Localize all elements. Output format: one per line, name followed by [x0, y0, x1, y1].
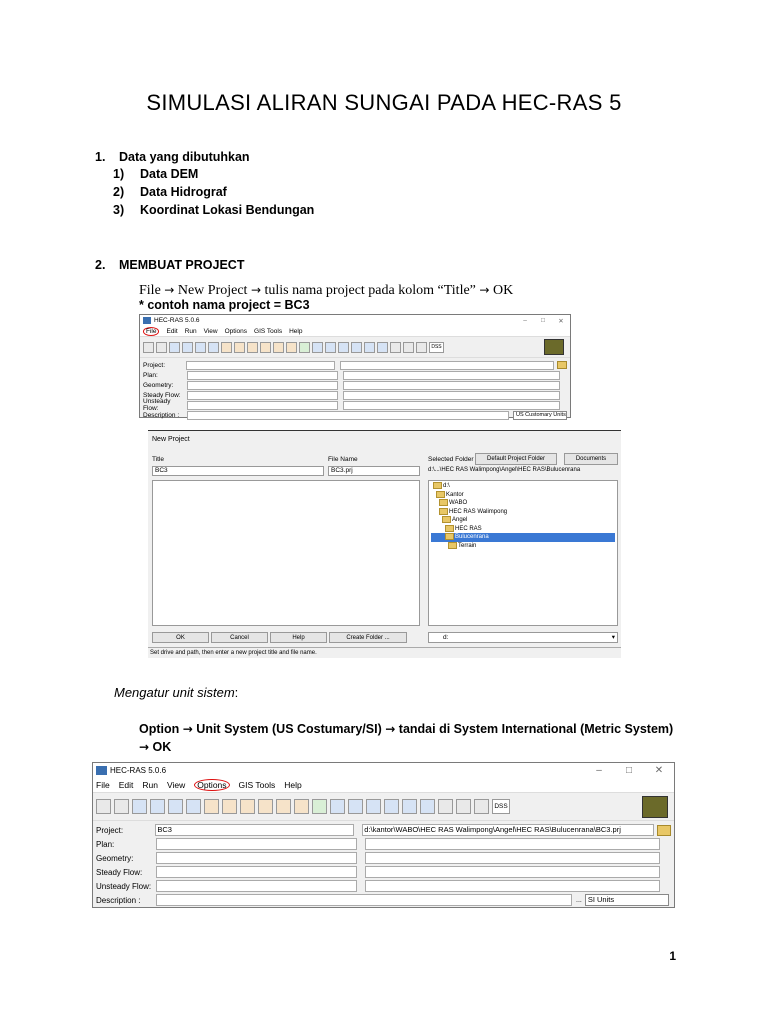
instruction-new-project: File → New Project → tulis nama project pada kolom “Title” → OK	[139, 283, 514, 298]
hec-ras-app-icon	[96, 766, 107, 775]
profile-plot-icon[interactable]	[325, 342, 336, 353]
description-more-button[interactable]: ...	[576, 896, 582, 904]
xs-plot-icon[interactable]	[330, 799, 345, 814]
dialog-title: New Project	[152, 436, 190, 443]
plan-label: Plan:	[143, 371, 158, 379]
dss-button[interactable]: DSS	[492, 799, 510, 814]
unsteady-flow-field	[187, 401, 338, 410]
unsteady-run-icon[interactable]	[247, 342, 258, 353]
plan-field	[156, 838, 357, 850]
steady-flow-path-field	[343, 391, 560, 400]
geometry-icon[interactable]	[132, 799, 147, 814]
folder-tree[interactable]	[428, 480, 618, 626]
new-project-dialog	[148, 430, 621, 658]
steady-flow-label: Steady Flow:	[143, 391, 181, 399]
project-label: Project:	[143, 361, 166, 369]
page-number: 1	[669, 949, 676, 963]
unsteady-flow-field	[156, 880, 357, 892]
usace-logo-icon	[544, 339, 564, 355]
menu-edit[interactable]: Edit	[166, 327, 178, 335]
title-bar	[140, 315, 570, 326]
maximize-icon[interactable]: □	[541, 316, 545, 324]
example-note: * contoh nama project = BC3	[139, 298, 310, 312]
unit-system-indicator: US Customary Units	[513, 411, 567, 420]
steady-flow-path-field	[365, 866, 660, 878]
menu-options[interactable]: Options	[224, 327, 248, 335]
description-label: Description :	[96, 895, 141, 905]
close-icon[interactable]: ✕	[558, 317, 564, 325]
tree-item[interactable]: d:\	[431, 482, 615, 491]
tree-item[interactable]: WABO	[431, 499, 615, 508]
close-icon[interactable]: ✕	[654, 765, 664, 776]
cancel-button[interactable]: Cancel	[211, 632, 268, 643]
water-quality-icon[interactable]	[204, 799, 219, 814]
tree-item[interactable]: Kantor	[431, 491, 615, 500]
open-folder-icon	[445, 533, 454, 540]
file-name-label: File Name	[328, 456, 358, 463]
folder-icon	[439, 499, 448, 506]
tree-item-selected[interactable]: Bulucenrana	[431, 533, 615, 542]
list-item: 2) Data Hidrograf	[113, 185, 227, 199]
menu-bar	[93, 778, 674, 792]
hydrograph-icon[interactable]	[377, 342, 388, 353]
unsteady-flow-label: Unsteady Flow:	[96, 881, 152, 891]
steady-flow-label: Steady Flow:	[96, 867, 143, 877]
section-1-heading: 1. Data yang dibutuhkan	[95, 150, 250, 164]
drive-select[interactable]: d: ▾	[428, 632, 618, 643]
status-bar: Set drive and path, then enter a new project title and file name.	[148, 647, 621, 658]
detail-table-icon[interactable]	[390, 342, 401, 353]
stage-flow-icon[interactable]	[402, 799, 417, 814]
documents-button[interactable]: Documents	[564, 453, 618, 465]
hec-ras-app-icon	[143, 317, 151, 324]
project-field: BC3	[155, 824, 354, 836]
unsteady-flow-label: Unsteady Flow:	[143, 398, 171, 412]
menu-edit[interactable]: Edit	[118, 780, 134, 790]
menu-file[interactable]: File	[96, 780, 110, 790]
tree-item[interactable]: Terrain	[431, 542, 615, 551]
geometry-label: Geometry:	[96, 853, 134, 863]
steady-flow-field	[156, 866, 357, 878]
folder-icon	[442, 516, 451, 523]
window-title: HEC-RAS 5.0.6	[110, 766, 167, 775]
tree-item[interactable]: Angel	[431, 516, 615, 525]
folder-icon[interactable]	[657, 825, 671, 836]
geometry-field	[187, 381, 338, 390]
title-input[interactable]: BC3	[152, 466, 324, 476]
minimize-icon[interactable]: –	[523, 316, 527, 324]
menu-view[interactable]: View	[203, 327, 218, 335]
unsteady-flow-icon[interactable]	[195, 342, 206, 353]
title-bar	[93, 763, 674, 778]
selected-folder-path: d:\...\HEC RAS Walimpong\Angel\HEC RAS\Bulucenrana	[428, 467, 581, 473]
hydrograph-icon[interactable]	[420, 799, 435, 814]
save-icon[interactable]	[114, 799, 129, 814]
description-label: Description :	[143, 411, 180, 419]
ok-button[interactable]: OK	[152, 632, 209, 643]
steady-flow-icon[interactable]	[150, 799, 165, 814]
menu-help[interactable]: Help	[284, 780, 302, 790]
menu-run[interactable]: Run	[184, 327, 197, 335]
xyz-plot-icon[interactable]	[384, 799, 399, 814]
profile-plot-icon[interactable]	[348, 799, 363, 814]
menu-gis-tools[interactable]: GIS Tools	[238, 780, 276, 790]
plan-path-field	[365, 838, 660, 850]
folder-icon	[439, 508, 448, 515]
steady-run-icon[interactable]	[234, 342, 245, 353]
tree-item[interactable]: HEC RAS Walimpong	[431, 508, 615, 517]
summary-icon[interactable]	[474, 799, 489, 814]
project-field	[186, 361, 335, 370]
unit-system-indicator: SI Units	[585, 894, 669, 906]
profile-table-icon[interactable]	[456, 799, 471, 814]
hydraulic-design-icon[interactable]	[276, 799, 291, 814]
toolbar	[140, 336, 570, 358]
rating-curve-icon[interactable]	[338, 342, 349, 353]
menu-view[interactable]: View	[166, 780, 186, 790]
geometry-path-field	[365, 852, 660, 864]
description-field[interactable]	[156, 894, 572, 906]
folder-icon	[445, 525, 454, 532]
open-icon[interactable]	[96, 799, 111, 814]
menu-options[interactable]: Options	[194, 779, 229, 791]
list-item: 1) Data DEM	[113, 167, 199, 181]
hydraulic-design-icon[interactable]	[273, 342, 284, 353]
description-field[interactable]	[187, 411, 509, 420]
usace-logo-icon	[642, 796, 668, 818]
plan-label: Plan:	[96, 839, 115, 849]
section-2-heading: 2. MEMBUAT PROJECT	[95, 258, 245, 272]
summary-icon[interactable]	[416, 342, 427, 353]
project-label: Project:	[96, 825, 124, 835]
project-path-field	[340, 361, 554, 370]
create-folder-button[interactable]: Create Folder ...	[329, 632, 407, 643]
title-label: Title	[152, 456, 165, 463]
unit-system-instruction-ok: → OK	[139, 740, 172, 754]
menu-help[interactable]: Help	[289, 327, 303, 335]
water-quality-icon[interactable]	[221, 342, 232, 353]
sediment-icon[interactable]	[208, 342, 219, 353]
quasi-run-icon[interactable]	[258, 799, 273, 814]
folder-icon	[436, 491, 445, 498]
dss-button[interactable]: DSS	[429, 342, 444, 353]
rating-curve-icon[interactable]	[366, 799, 381, 814]
steady-flow-field	[187, 391, 338, 400]
folder-icon	[448, 542, 457, 549]
file-name-input[interactable]: BC3.prj	[328, 466, 420, 476]
menu-file[interactable]: File	[143, 327, 159, 336]
sediment-icon[interactable]	[186, 799, 201, 814]
xyz-plot-icon[interactable]	[351, 342, 362, 353]
project-list[interactable]	[152, 480, 420, 626]
maximize-icon[interactable]: □	[625, 765, 633, 776]
wq-run-icon[interactable]	[294, 799, 309, 814]
stage-flow-icon[interactable]	[364, 342, 375, 353]
geometry-label: Geometry:	[143, 381, 174, 389]
unit-system-instruction: Option → Unit System (US Costumary/SI) → tandai di System International (Metric System)	[139, 722, 674, 736]
chevron-down-icon: ▾	[611, 634, 615, 641]
folder-icon[interactable]	[557, 361, 567, 369]
plan-field	[187, 371, 338, 380]
quasi-run-icon[interactable]	[260, 342, 271, 353]
ras-mapper-icon[interactable]	[299, 342, 310, 353]
ras-mapper-icon[interactable]	[312, 799, 327, 814]
unsteady-run-icon[interactable]	[240, 799, 255, 814]
unsteady-flow-path-field	[343, 401, 560, 410]
help-button[interactable]: Help	[270, 632, 327, 643]
page-title: SIMULASI ALIRAN SUNGAI PADA HEC-RAS 5	[146, 90, 622, 115]
unit-system-heading: Mengatur unit sistem:	[114, 685, 239, 700]
menu-bar	[140, 326, 570, 336]
wq-run-icon[interactable]	[286, 342, 297, 353]
steady-run-icon[interactable]	[222, 799, 237, 814]
selected-folder-label: Selected Folder	[428, 456, 474, 463]
minimize-icon[interactable]: –	[596, 765, 602, 776]
plan-path-field	[343, 371, 560, 380]
open-icon[interactable]	[143, 342, 154, 353]
geometry-path-field	[343, 381, 560, 390]
window-title: HEC-RAS 5.0.6	[154, 317, 200, 324]
tree-item[interactable]: HEC RAS	[431, 525, 615, 534]
profile-table-icon[interactable]	[403, 342, 414, 353]
save-icon[interactable]	[156, 342, 167, 353]
toolbar	[93, 792, 674, 821]
geometry-icon[interactable]	[169, 342, 180, 353]
menu-run[interactable]: Run	[142, 780, 158, 790]
menu-gis-tools[interactable]: GIS Tools	[254, 327, 283, 335]
hec-ras-window-1	[139, 314, 571, 418]
steady-flow-icon[interactable]	[182, 342, 193, 353]
detail-table-icon[interactable]	[438, 799, 453, 814]
xs-plot-icon[interactable]	[312, 342, 323, 353]
list-item: 3) Koordinat Lokasi Bendungan	[113, 203, 315, 217]
unsteady-flow-path-field	[365, 880, 660, 892]
hec-ras-window-2	[92, 762, 675, 908]
geometry-field	[156, 852, 357, 864]
unsteady-flow-icon[interactable]	[168, 799, 183, 814]
folder-icon	[433, 482, 442, 489]
project-path-field: d:\kantor\WABO\HEC RAS Walimpong\Angel\HEC RAS\Bulucenrana\BC3.prj	[362, 824, 654, 836]
default-project-folder-button[interactable]: Default Project Folder	[475, 453, 557, 465]
